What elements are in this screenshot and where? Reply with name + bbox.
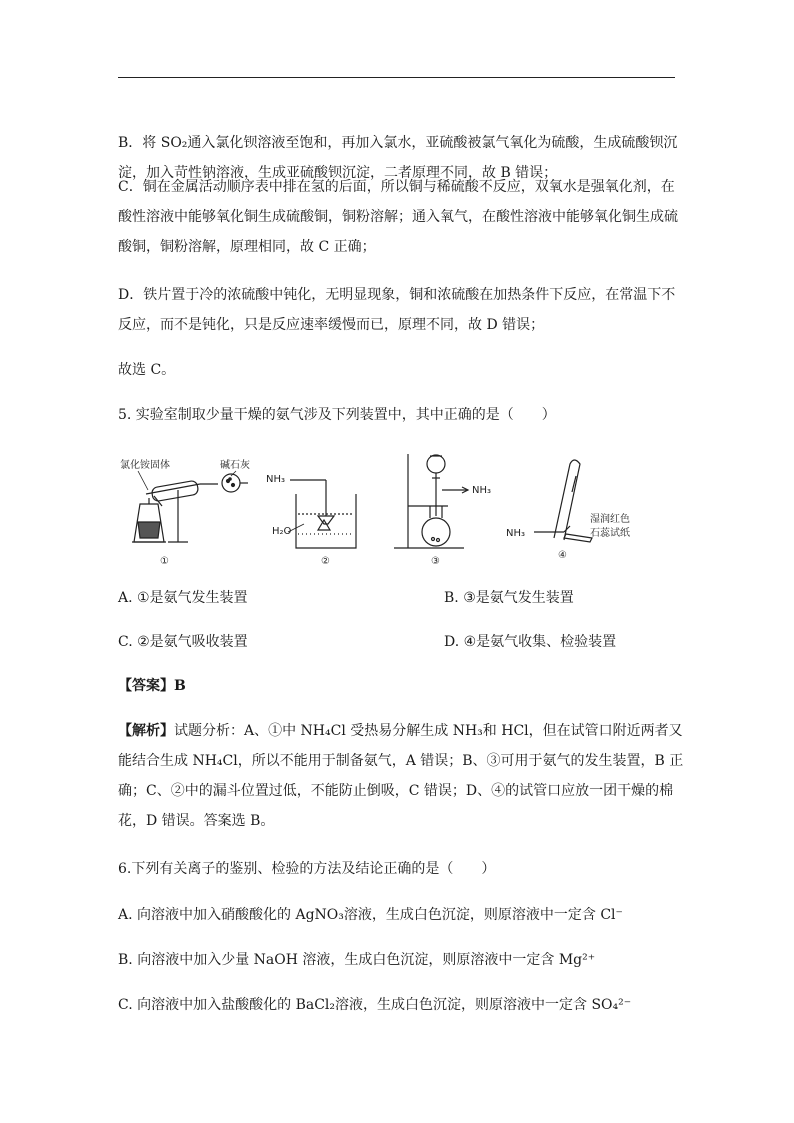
question-5-stem	[118, 400, 678, 430]
option-5b[interactable]: B. ③是氨气发生装置	[444, 590, 574, 606]
option-5a[interactable]: A. ①是氨气发生装置	[118, 590, 248, 606]
label-num-4: ④	[558, 550, 567, 561]
text-line: B．将 SO₂通入氯化钡溶液至饱和，再加入氯水，亚硫酸被氯气氧化为硫酸，生成硫酸钡沉	[118, 135, 678, 151]
text-line: 淀，加入苛性钠溶液，生成亚硫酸钡沉淀，二者原理不同，故 B 错误；	[118, 165, 558, 181]
apparatus-3	[394, 454, 468, 548]
option-6a[interactable]: A. 向溶液中加入硝酸酸化的 AgNO₃溶液，生成白色沉淀，则原溶液中一定含 Cl⁻	[118, 907, 623, 923]
analysis-line: 花，D 错误。答案选 B。	[118, 813, 275, 829]
analysis-line: 能结合生成 NH₄Cl，所以不能用于制备氨气，A 错误；B、③可用于氨气的发生装置，B 正	[118, 753, 684, 769]
header-rule	[118, 77, 675, 78]
label-nh3-in: NH₃	[266, 474, 286, 485]
text-line: 酸铜，铜粉溶解，原理相同，故 C 正确；	[118, 239, 376, 255]
label-num-2: ②	[321, 556, 330, 567]
question-6-text: 6.下列有关离子的鉴别、检验的方法及结论正确的是（ ）	[118, 861, 496, 877]
label-soda-lime: 碱石灰	[220, 460, 250, 471]
label-litmus-1: 湿润红色	[590, 514, 630, 525]
option-6c[interactable]: C. 向溶液中加入盐酸酸化的 BaCl₂溶液，生成白色沉淀，则原溶液中一定含 SO₄²⁻	[118, 997, 632, 1013]
analysis-label: 【解析】	[118, 723, 174, 739]
analysis-line: 确；C、②中的漏斗位置过低，不能防止倒吸，C 错误；D、④的试管口应放一团干燥的棉	[118, 783, 674, 799]
text-line: 酸性溶液中能够氧化铜生成硫酸铜，铜粉溶解；通入氧气，在酸性溶液中能够氧化铜生成硫	[118, 209, 678, 225]
apparatus-1	[132, 474, 248, 542]
analysis-5	[118, 716, 684, 836]
explanation-c-body	[118, 172, 678, 262]
apparatus-2	[290, 480, 356, 548]
text-line: D．铁片置于冷的浓硫酸中钝化，无明显现象，铜和浓硫酸在加热条件下反应，在常温下不	[118, 287, 676, 303]
apparatus-figure	[118, 446, 658, 574]
label-litmus-2: 石蕊试纸	[590, 528, 630, 539]
text-line: C．铜在金属活动顺序表中排在氢的后面，所以铜与稀硫酸不反应，双氧水是强氧化剂，在	[118, 179, 675, 195]
option-5c[interactable]: C. ②是氨气吸收装置	[118, 634, 248, 650]
label-nh3-tube: NH₃	[506, 528, 526, 539]
label-num-1: ①	[160, 556, 169, 567]
option-6b[interactable]: B. 向溶液中加入少量 NaOH 溶液，生成白色沉淀，则原溶液中一定含 Mg²⁺	[118, 952, 596, 968]
explanation-d	[118, 280, 678, 340]
answer-5: 【答案】B	[118, 678, 186, 694]
text-line: 反应，而不是钝化，只是反应速率缓慢而已，原理不同，故 D 错误；	[118, 317, 545, 333]
question-6-stem	[118, 854, 678, 884]
label-nh3-out: NH₃	[472, 485, 492, 496]
label-nh4cl: 氯化铵固体	[120, 460, 170, 471]
conclusion-text: 故选 C。	[118, 362, 176, 378]
label-num-3: ③	[431, 556, 440, 567]
conclusion	[118, 355, 678, 385]
apparatus-4	[534, 460, 592, 542]
question-5-text: 5. 实验室制取少量干燥的氨气涉及下列装置中，其中正确的是（ ）	[118, 407, 556, 423]
label-h2o: H₂O	[272, 526, 292, 537]
analysis-line: 试题分析：A、①中 NH₄Cl 受热易分解生成 NH₃和 HCl，但在试管口附近两者又	[174, 723, 683, 739]
option-5d[interactable]: D. ④是氨气收集、检验装置	[444, 634, 617, 650]
